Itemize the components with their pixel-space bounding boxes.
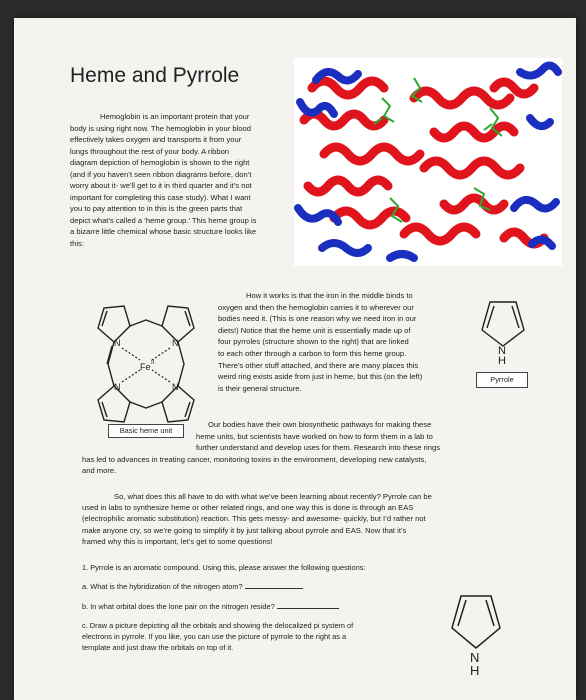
intro-line: you to pay attention to in this is the green parts that	[70, 204, 243, 213]
question-1c	[82, 620, 432, 653]
intro-line: diagram depiction of hemoglobin is shown to the right	[70, 158, 250, 167]
document-page	[14, 18, 576, 700]
question-1c-line: electrons in pyrrole. If you like, you can use the picture of pyrrole to the right as a	[82, 632, 347, 641]
nitrogen-label: N	[498, 345, 506, 357]
intro-line: Hemoglobin is an important protein that your	[100, 112, 250, 121]
how-it-works-line: bodies need it. (This is one reason why we need iron in our	[218, 314, 417, 324]
how-it-works-line: to each other through a carbon to form this heme group.	[218, 348, 407, 358]
intro-line: depict what’s called a ‘heme group.’ This heme group is	[70, 215, 257, 225]
so-what-line: make anyone cry, so we’re going to simplify it by just talking about pyrrole and EAS. Now that it’s	[82, 525, 407, 535]
pyrrole-template-diagram	[446, 578, 506, 684]
intro-line: body is using right now. The hemoglobin in your blood	[70, 123, 251, 133]
nitrogen-label: N	[114, 382, 121, 392]
how-it-works-paragraph	[218, 290, 474, 394]
intro-paragraph	[70, 111, 310, 249]
iron-label: Fe	[140, 362, 151, 372]
intro-line: important for completing this case study). What I want	[70, 192, 251, 202]
intro-line: this:	[70, 238, 84, 248]
how-it-works-line: diets!) Notice that the heme unit is essentially made up of	[218, 325, 411, 335]
question-1a	[82, 580, 382, 592]
question-1c-line: c. Draw a picture depicting all the orbitals and showing the delocalized pi system of	[82, 621, 354, 630]
ribbon-illustration	[294, 58, 562, 266]
so-what-line: framed why this is important, let’s get to some questions!	[82, 536, 273, 546]
biosynthetic-line: and more.	[82, 466, 117, 475]
nitrogen-label: N	[172, 382, 179, 392]
so-what-line: (electrophilic aromatic substitution) reaction. This gets messy- and awesome- quickly, but I’d rather not	[82, 514, 426, 524]
hemoglobin-ribbon-diagram	[294, 58, 562, 266]
hydrogen-label: H	[498, 355, 506, 367]
pyrrole-structure-diagram	[476, 288, 530, 368]
question-1c-line: template and just draw the orbitals on top of it.	[82, 643, 234, 652]
question-1b-answer-blank[interactable]	[277, 600, 339, 609]
intro-line: a bizarre little chemical whose basic structure looks like	[70, 227, 257, 236]
nitrogen-label: N	[172, 338, 179, 348]
how-it-works-line: oxygen and then the hemoglobin carries it to wherever our	[218, 302, 414, 312]
page-title: Heme and Pyrrole	[70, 64, 240, 87]
so-what-line: So, what does this all have to do with what we’ve been learning about recently? Pyrrole can be	[114, 492, 432, 501]
so-what-line: used in labs to synthesize heme or other related rings, and one way this is done is through an EAS	[82, 503, 414, 513]
biosynthetic-line: heme units, but scientists have worked on how to form them in a lab to	[196, 431, 433, 441]
intro-line: lungs throughout the rest of your body. A ribbon	[70, 146, 230, 156]
question-1a-answer-blank[interactable]	[245, 580, 303, 589]
how-it-works-line: four pyrroles (structure shown to the right) that are linked	[218, 337, 409, 347]
intro-line: (and if you haven’t seen ribbon diagrams before, don’t	[70, 169, 252, 179]
intro-line: worry about it- we’ll get to it in third quarter and it’s not	[70, 181, 252, 190]
question-1a-text: a. What is the hybridization of the nitrogen atom?	[82, 582, 243, 591]
heme-caption: Basic heme unit	[108, 424, 184, 438]
how-it-works-line: is their general structure.	[218, 383, 302, 393]
hydrogen-label: H	[470, 663, 480, 678]
how-it-works-line: There’s other stuff attached, and there are many places this	[218, 360, 419, 370]
how-it-works-line: How it works is that the iron in the middle binds to	[246, 291, 413, 300]
pyrrole-caption: Pyrrole	[476, 372, 528, 388]
biosynthetic-line: further understand and develop uses for them. Research into these rings	[196, 443, 440, 452]
question-1: 1. Pyrrole is an aromatic compound. Using this, please answer the following questions:	[82, 563, 366, 572]
nitrogen-label: N	[470, 650, 480, 665]
so-what-paragraph	[82, 491, 522, 547]
question-1b-text: b. In what orbital does the lone pair on the nitrogen reside?	[82, 602, 275, 611]
biosynthetic-paragraph	[82, 419, 522, 477]
heme-structure-diagram	[84, 286, 212, 434]
biosynthetic-line: has led to advances in treating cancer, monitoring toxins in the environment, developing new catalysts,	[82, 454, 427, 464]
iron-oxidation-label: II	[151, 360, 155, 366]
biosynthetic-line: Our bodies have their own biosynthetic pathways for making these	[208, 420, 432, 429]
nitrogen-label: N	[114, 338, 121, 348]
how-it-works-line: weird ring exists aside from just in heme, but this (on the left)	[218, 372, 423, 382]
question-1b	[82, 600, 412, 612]
intro-line: effectively takes oxygen and transports it from your	[70, 135, 242, 144]
